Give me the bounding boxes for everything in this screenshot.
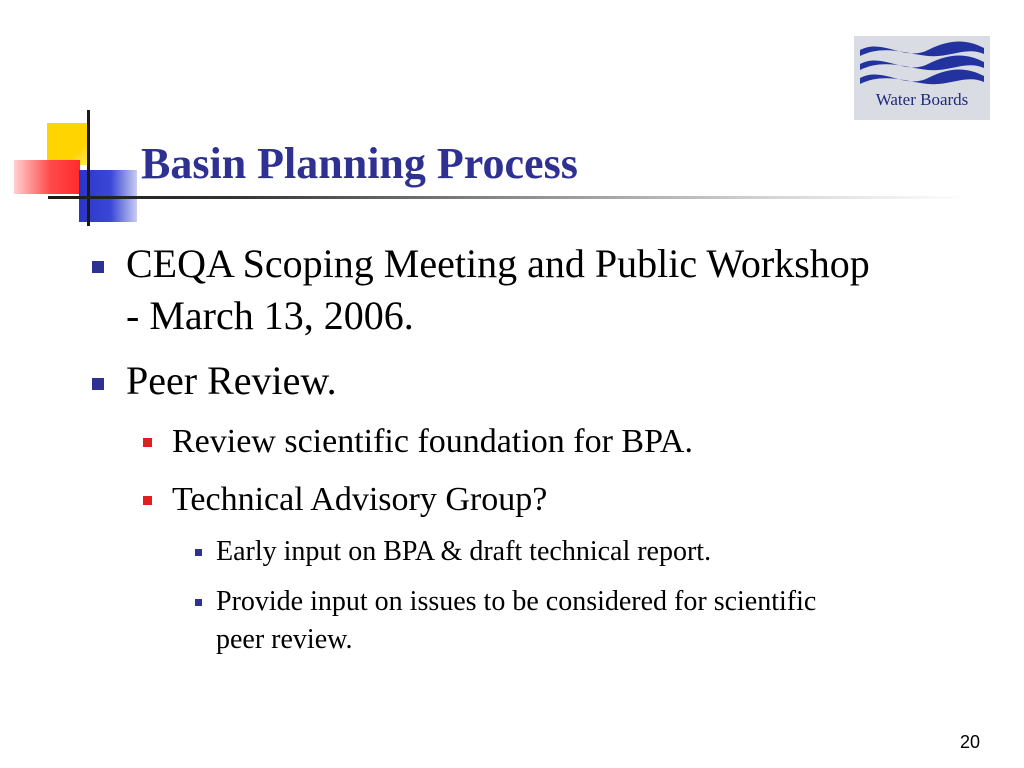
title-underline (48, 196, 968, 199)
bullet-level3: Provide input on issues to be considered for scientific peer review. (216, 586, 817, 655)
slide-title: Basin Planning Process (141, 139, 578, 188)
bullet-square-icon (195, 599, 202, 606)
red-square-decoration (14, 160, 80, 194)
bullet-level1: Peer Review. (126, 358, 337, 403)
bullet-level3: Early input on BPA & draft technical report. (216, 536, 712, 567)
yellow-square-decoration (47, 123, 89, 165)
bullet-level1: CEQA Scoping Meeting and Public Workshop - March 13, 2006. (126, 241, 870, 338)
bullet-square-icon (143, 496, 152, 505)
page-number: 20 (959, 732, 980, 752)
water-boards-logo (854, 36, 990, 120)
bullet-level2: Technical Advisory Group? (172, 481, 548, 518)
bullet-square-icon (195, 549, 202, 556)
bullet-level2: Review scientific foundation for BPA. (172, 423, 693, 460)
bullet-square-icon (92, 261, 104, 273)
bullet-square-icon (92, 378, 104, 390)
wave-icon (854, 36, 990, 92)
vertical-rule (87, 110, 90, 226)
logo-text: Water Boards (875, 90, 969, 109)
bullet-square-icon (143, 438, 152, 447)
